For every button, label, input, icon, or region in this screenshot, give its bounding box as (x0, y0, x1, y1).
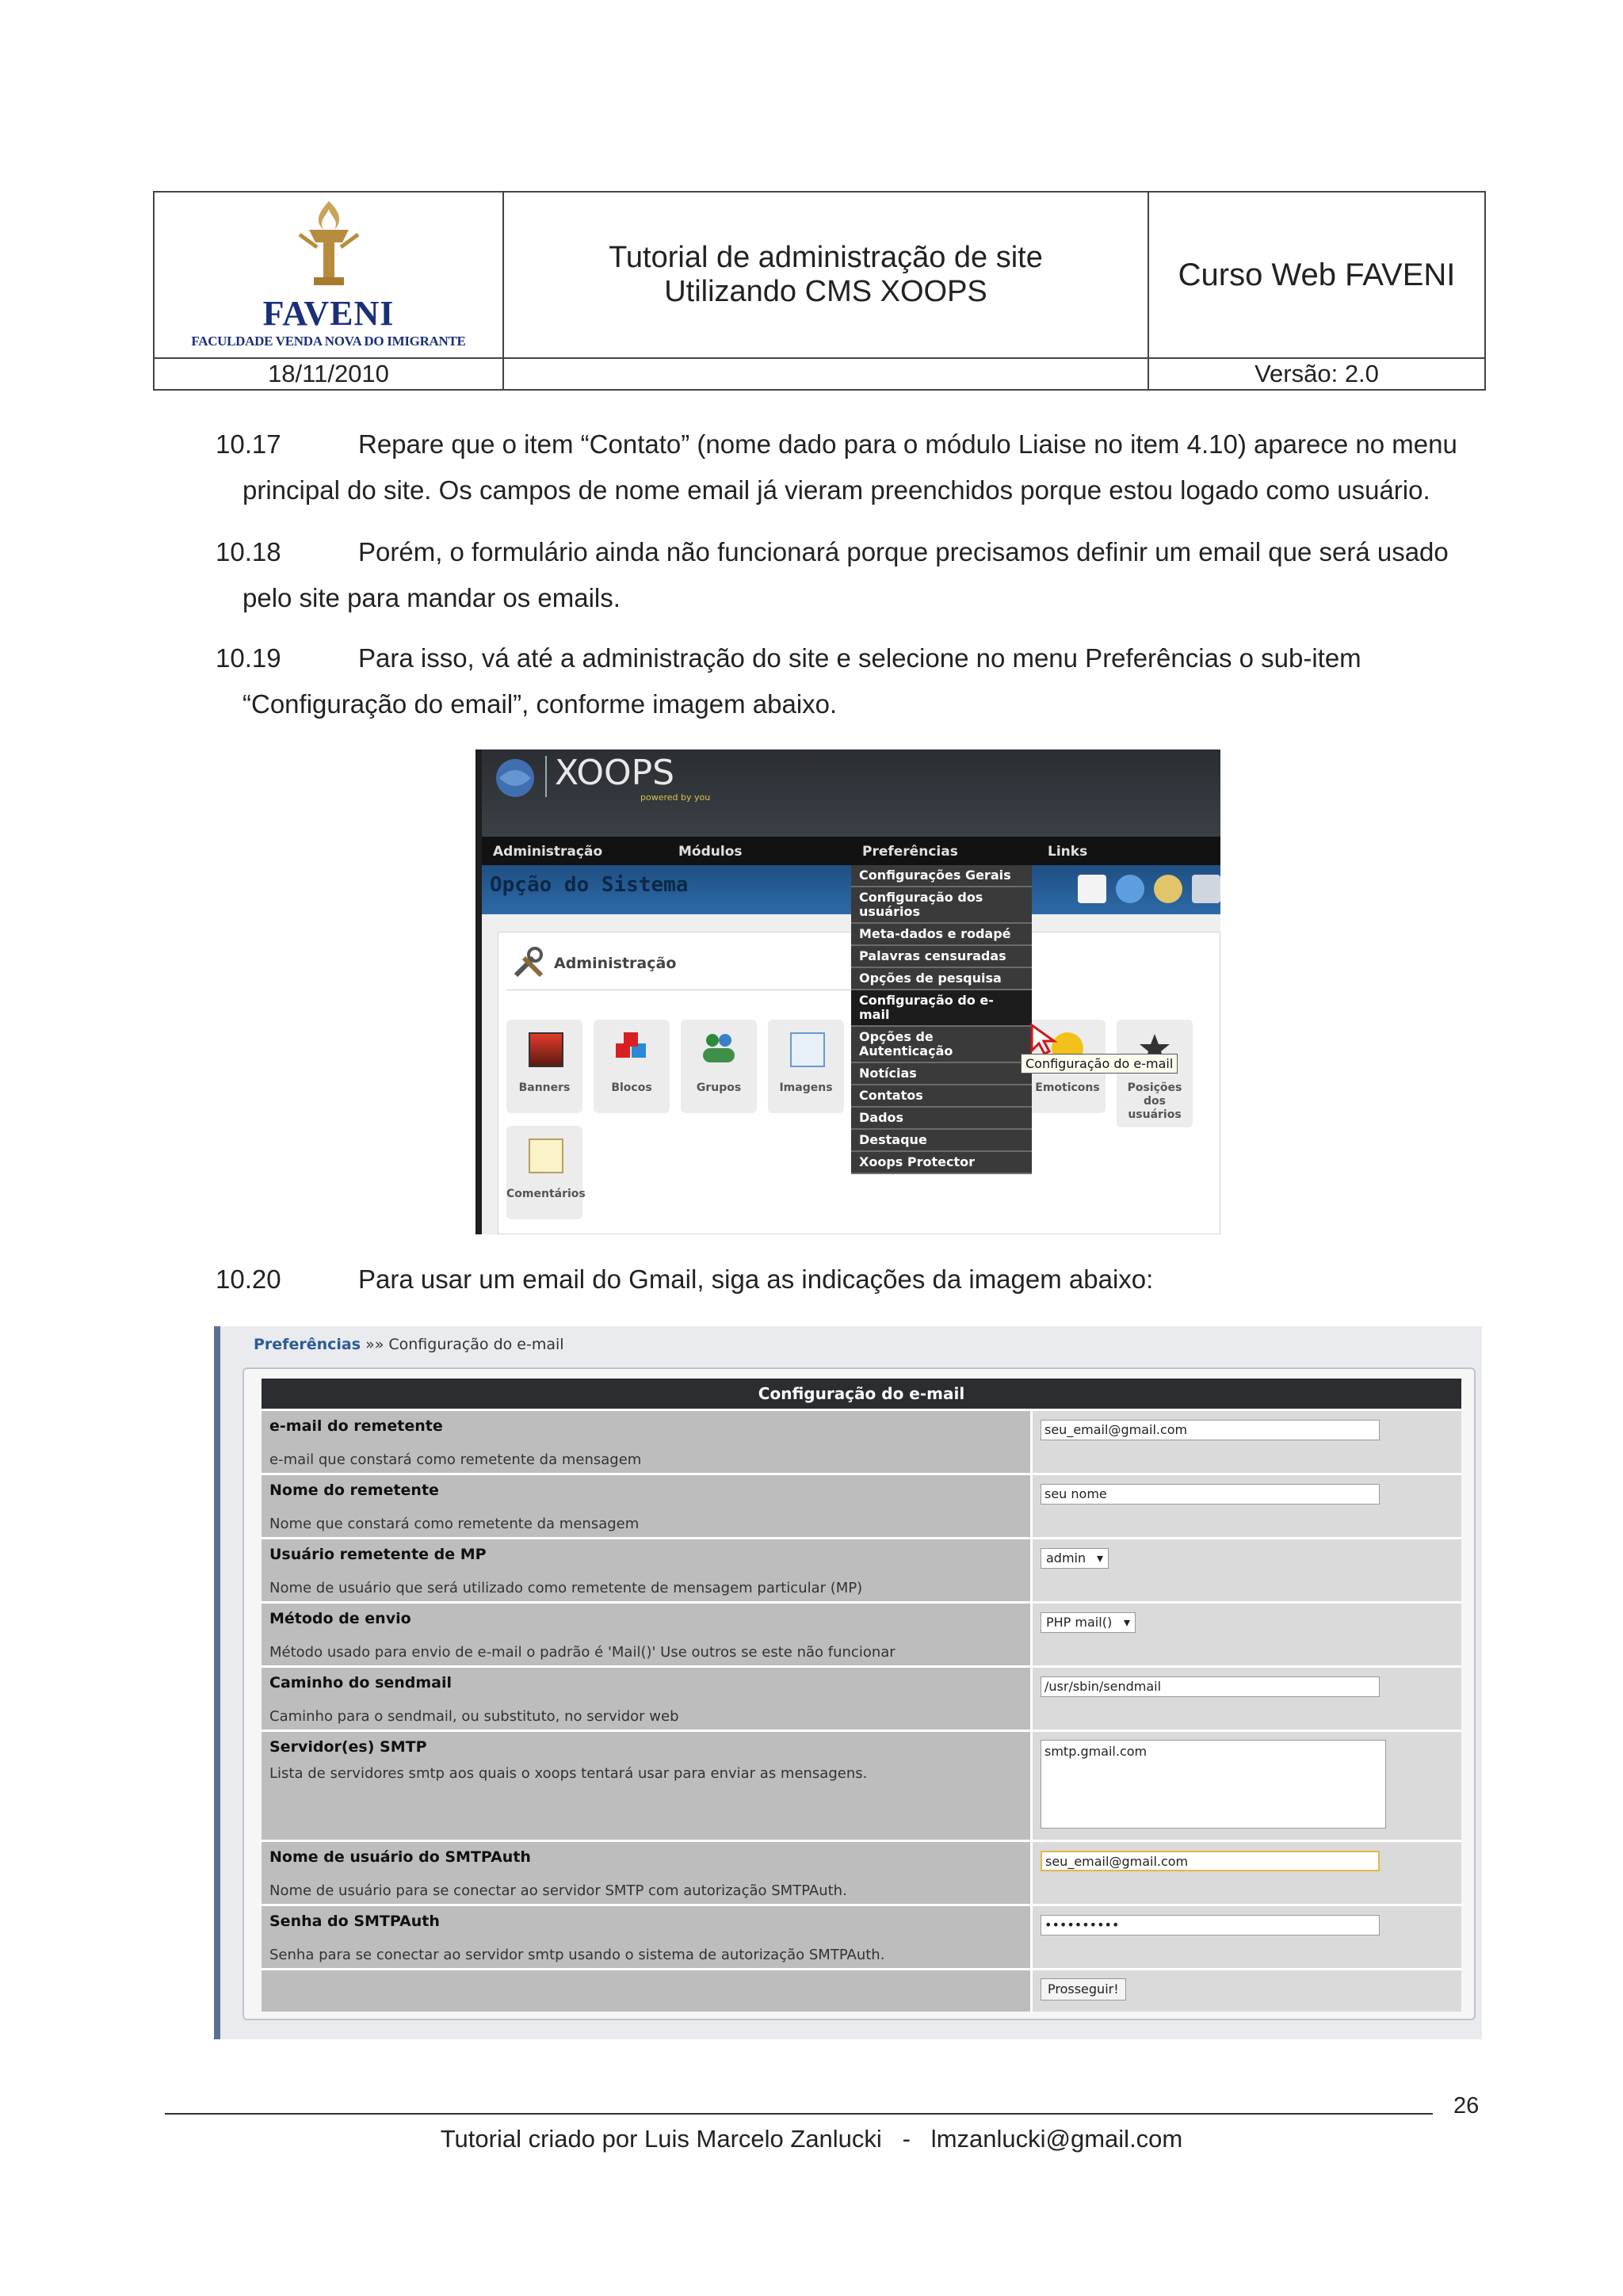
tile-posicoes[interactable] (1117, 1020, 1193, 1127)
xoops-header (482, 749, 1220, 837)
breadcrumb-separator: »» (365, 1336, 384, 1353)
dropdown-item[interactable]: Meta-dados e rodapé (851, 924, 1032, 946)
dropdown-item[interactable]: Opções de Autenticação (851, 1027, 1032, 1063)
paragraph-text: Porém, o formulário ainda não funcionará porque precisamos definir um email que será usado (358, 537, 1449, 566)
smtp-username-input[interactable]: seu_email@gmail.com (1041, 1851, 1380, 1871)
tile-label: Imagens (779, 1081, 833, 1094)
images-icon (790, 1032, 825, 1067)
menu-modulos[interactable]: Módulos (678, 844, 743, 860)
email-config-screenshot (214, 1326, 1482, 2039)
xoops-logo: XOOPS (555, 753, 675, 793)
table-row (262, 1409, 1461, 1473)
paragraph-10-20 (0, 1257, 1623, 1304)
table-row (262, 1537, 1461, 1601)
tile-banners[interactable] (506, 1020, 582, 1113)
title-cell (504, 193, 1148, 357)
row-description: Método usado para envio de e-mail o padrão é 'Mail()' Use outros se este não funcionar (269, 1644, 896, 1661)
paragraph-text: principal do site. Os campos de nome email já vieram preenchidos porque estou logado como usuário. (242, 475, 1430, 505)
xoops-logo-tag: powered by you (640, 792, 711, 803)
tile-blocos[interactable] (594, 1020, 670, 1113)
row-label: Nome de usuário do SMTPAuth (269, 1848, 531, 1866)
row-description: Lista de servidores smtp aos quais o xoops tentará usar para enviar as mensagens. (269, 1765, 868, 1782)
row-label: Caminho do sendmail (269, 1674, 453, 1691)
users-icon (703, 1032, 735, 1064)
footer-rule (165, 2113, 1433, 2115)
table-row (262, 1730, 1461, 1840)
paragraph-number: 10.20 (216, 1264, 281, 1294)
tile-label: Blocos (611, 1081, 652, 1094)
paragraph-text: pelo site para mandar os emails. (242, 583, 621, 612)
smtp-servers-textarea[interactable]: smtp.gmail.com (1041, 1740, 1386, 1829)
panel-title: Administração (554, 955, 677, 972)
comments-icon (529, 1138, 563, 1173)
row-label: Senha do SMTPAuth (269, 1913, 440, 1930)
xoops-globe-icon (491, 754, 539, 802)
paragraph-number: 10.19 (216, 643, 281, 673)
breadcrumb-current: Configuração do e-mail (388, 1336, 564, 1353)
tile-label: Posições dos usuários (1127, 1081, 1182, 1121)
tile-label: Emoticons (1035, 1081, 1100, 1094)
mouse-pointer-icon (1029, 1022, 1064, 1057)
tile-label: Banners (518, 1081, 571, 1094)
dropdown-item[interactable]: Notícias (851, 1063, 1032, 1085)
document-title-line2: Utilizando CMS XOOPS (664, 275, 987, 308)
row-label: Nome do remetente (269, 1482, 439, 1499)
table-row (262, 1904, 1461, 1968)
paragraph-text: Para usar um email do Gmail, siga as indicações da imagem abaixo: (358, 1264, 1154, 1294)
dropdown-item[interactable]: Palavras censuradas (851, 946, 1032, 968)
chevron-down-icon: ▾ (1123, 1615, 1130, 1630)
tools-icon (510, 944, 548, 982)
paragraph-number: 10.17 (216, 429, 281, 459)
dropdown-item-selected[interactable]: Configuração do e-mail (851, 990, 1032, 1027)
tile-comentarios[interactable] (506, 1126, 586, 1219)
toolbar-icon[interactable] (1078, 875, 1106, 903)
send-method-select[interactable] (1041, 1612, 1136, 1633)
dropdown-item[interactable]: Configuração dos usuários (851, 887, 1032, 924)
page-number: 26 (1453, 2093, 1480, 2119)
select-value: admin (1046, 1550, 1086, 1566)
table-row (262, 1968, 1461, 2012)
select-value: PHP mail() (1046, 1615, 1113, 1630)
table-row (262, 1473, 1461, 1537)
chevron-down-icon: ▾ (1096, 1550, 1103, 1566)
pm-sender-select[interactable] (1041, 1548, 1109, 1569)
logo-cell (155, 193, 502, 357)
logo-divider (545, 756, 547, 797)
breadcrumb-link[interactable]: Preferências (254, 1336, 361, 1353)
row-label: Servidor(es) SMTP (269, 1738, 427, 1756)
toolbar-icon[interactable] (1154, 875, 1182, 903)
document-version: Versão: 2.0 (1254, 360, 1379, 387)
dropdown-item[interactable]: Xoops Protector (851, 1152, 1032, 1174)
paragraph-number: 10.18 (216, 537, 281, 566)
sendmail-path-input[interactable]: /usr/sbin/sendmail (1041, 1676, 1380, 1697)
tile-grupos[interactable] (681, 1020, 757, 1113)
paragraph-10-17 (0, 421, 1623, 517)
torch-icon (293, 198, 365, 293)
dropdown-item[interactable]: Opções de pesquisa (851, 968, 1032, 990)
table-row (262, 1601, 1461, 1665)
sender-email-input[interactable]: seu_email@gmail.com (1041, 1420, 1380, 1440)
row-description: Nome que constará como remetente da mensagem (269, 1516, 640, 1532)
email-config-table (262, 1379, 1461, 2012)
dropdown-item[interactable]: Destaque (851, 1130, 1032, 1152)
menu-preferencias[interactable]: Preferências (862, 844, 958, 860)
logo-subtitle: FACULDADE VENDA NOVA DO IMIGRANTE (191, 334, 466, 349)
paragraph-text: Repare que o item “Contato” (nome dado para o módulo Liaise no item 4.10) aparece no menu (358, 429, 1457, 459)
tile-label: Grupos (696, 1081, 742, 1094)
xoops-main-menu (482, 837, 1220, 865)
xoops-admin-screenshot (475, 749, 1220, 1234)
table-title: Configuração do e-mail (262, 1379, 1461, 1409)
paragraph-10-18 (0, 529, 1623, 624)
banners-icon (529, 1032, 563, 1067)
dropdown-item[interactable]: Dados (851, 1108, 1032, 1130)
row-description: Caminho para o sendmail, ou substituto, no servidor web (269, 1708, 679, 1725)
tooltip: Configuração do e-mail (1021, 1054, 1178, 1074)
course-name: Curso Web FAVENI (1178, 257, 1456, 292)
tile-imagens[interactable] (768, 1020, 844, 1113)
dropdown-item[interactable]: Contatos (851, 1085, 1032, 1108)
row-description: Nome de usuário que será utilizado como remetente de mensagem particular (MP) (269, 1580, 863, 1596)
toolbar-icon[interactable] (1192, 875, 1220, 903)
table-row (262, 1840, 1461, 1904)
tile-label: Comentários (506, 1188, 586, 1200)
paragraph-text: Para isso, vá até a administração do site e selecione no menu Preferências o sub-item (358, 643, 1361, 673)
smtp-password-input[interactable]: •••••••••• (1041, 1915, 1380, 1936)
row-description: Senha para se conectar ao servidor smtp usando o sistema de autorização SMTPAuth. (269, 1947, 885, 1963)
menu-administracao[interactable]: Administração (493, 844, 603, 860)
row-label: Método de envio (269, 1610, 411, 1627)
row-description: Nome de usuário para se conectar ao servidor SMTP com autorização SMTPAuth. (269, 1882, 847, 1899)
row-label: Usuário remetente de MP (269, 1546, 487, 1563)
breadcrumb (254, 1336, 564, 1353)
dropdown-item[interactable]: Configurações Gerais (851, 865, 1032, 887)
band-title: Opção do Sistema (490, 873, 689, 897)
row-label: e-mail do remetente (269, 1417, 443, 1435)
submit-button[interactable]: Prosseguir! (1041, 1978, 1126, 2000)
document-date: 18/11/2010 (268, 360, 389, 387)
document-title-line1: Tutorial de administração de site (609, 241, 1043, 274)
footer-credit: Tutorial criado por Luis Marcelo Zanlucki - lmzanlucki@gmail.com (440, 2125, 1183, 2153)
logo-name: FAVENI (262, 294, 395, 333)
paragraph-text: “Configuração do email”, conforme imagem abaixo. (242, 689, 838, 719)
toolbar-icon[interactable] (1116, 875, 1144, 903)
table-row (262, 1665, 1461, 1730)
row-description: e-mail que constará como remetente da mensagem (269, 1451, 642, 1468)
paragraph-10-19 (0, 635, 1623, 730)
document-header-table (153, 191, 1486, 391)
preferences-dropdown (851, 865, 1032, 1174)
menu-links[interactable]: Links (1048, 844, 1088, 860)
blocks-icon (616, 1032, 647, 1064)
sender-name-input[interactable]: seu nome (1041, 1484, 1380, 1505)
